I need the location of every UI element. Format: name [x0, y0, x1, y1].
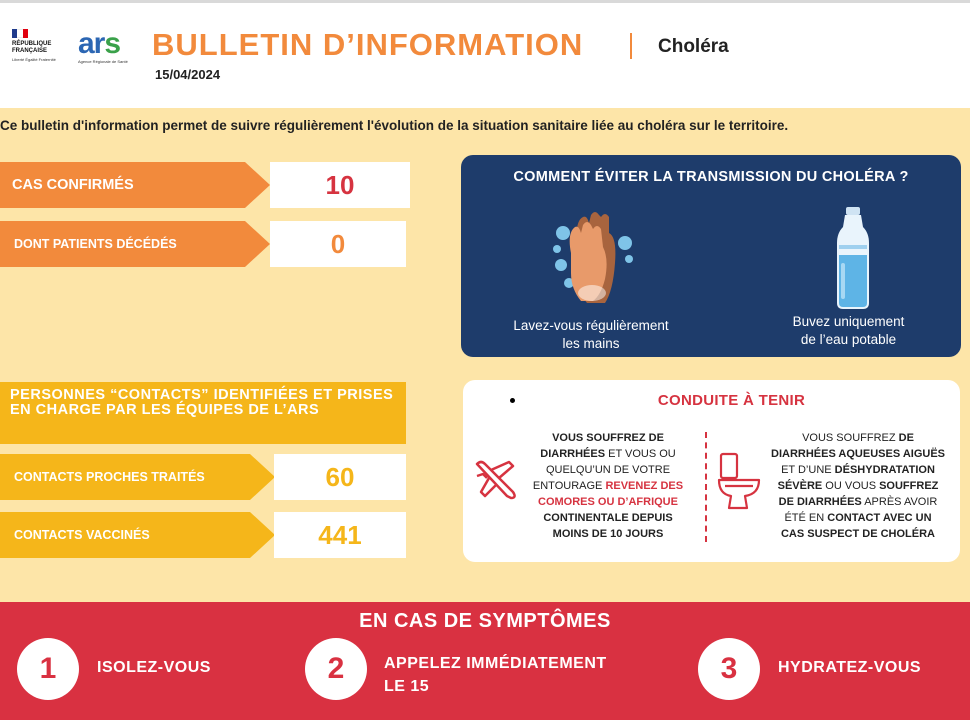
conduct-left-line5: COMORES OU D’AFRIQUE [538, 496, 678, 508]
page-title: BULLETIN D’INFORMATION [152, 27, 584, 62]
airplane-icon [471, 454, 521, 504]
conduct-left-line3: QUELQU’UN DE VOTRE [545, 464, 671, 476]
ars-word-a: ar [78, 27, 105, 60]
contacts-vaccinated-label: CONTACTS VACCINÉS [14, 528, 150, 542]
bulletin-date: 15/04/2024 [155, 67, 221, 82]
ars-word-s: s [104, 27, 121, 60]
conduct-divider [705, 432, 707, 542]
step-3-label: HYDRATEZ-VOUS [778, 659, 922, 676]
contacts-treated-row [0, 454, 406, 500]
confirmed-cases-value: 10 [270, 162, 410, 208]
contacts-vaccinated-row [0, 512, 406, 558]
deaths-row [0, 221, 406, 267]
prevention-card [461, 155, 961, 357]
contacts-title: PERSONNES “CONTACTS” IDENTIFIÉES ET PRISES EN CHARGE PAR LES ÉQUIPES DE L’ARS [0, 382, 406, 444]
main-content [0, 108, 970, 602]
drink-water-caption [761, 313, 936, 349]
symptoms-footer [0, 602, 970, 720]
contacts-treated-label: CONTACTS PROCHES TRAITÉS [14, 470, 205, 484]
confirmed-cases-row [0, 162, 410, 208]
drink-water-line2: de l’eau potable [800, 332, 897, 347]
conduct-right-line1b: DE [898, 432, 914, 444]
disease-name: Choléra [658, 36, 729, 57]
conduct-title: CONDUITE À TENIR [657, 392, 806, 409]
deaths-value: 0 [270, 221, 406, 267]
step-3-circle: 3 [698, 638, 760, 700]
step-2-label [384, 652, 607, 698]
wash-hands-line2: les mains [562, 336, 620, 351]
conduct-right-text [763, 430, 953, 542]
wash-hands-line1: Lavez-vous régulièrement [513, 318, 669, 333]
confirmed-cases-label: CAS CONFIRMÉS [12, 177, 134, 193]
conduct-card [463, 380, 960, 562]
conduct-right-line7: CAS SUSPECT DE CHOLÉRA [780, 528, 936, 540]
conduct-right-line4c: SOUFFREZ [879, 480, 939, 492]
step-1-label: ISOLEZ-VOUS [97, 659, 211, 676]
conduct-right-line5b: APRÈS AVOIR [861, 496, 938, 508]
conduct-left-line1: VOUS SOUFFREZ DE [552, 432, 664, 444]
toilet-icon [715, 450, 765, 512]
conduct-left-line7: MOINS DE 10 JOURS [552, 528, 664, 540]
conduct-left-line4b: REVENEZ DES [605, 480, 684, 492]
wash-hands-caption [491, 317, 691, 353]
ars-logo-subtitle: Agence Régionale de Santé [78, 59, 128, 64]
header [0, 3, 970, 108]
conduct-right-line3a: ET D’UNE [781, 464, 835, 476]
conduct-left-line6: CONTINENTALE DEPUIS [543, 512, 673, 524]
hand-washing-icon [547, 203, 637, 313]
conduct-right-line2: DIARRHÉES AQUEUSES AIGUËS [771, 448, 945, 460]
intro-text: Ce bulletin d'information permet de suivre régulièrement l'évolution de la situation sanitaire liée au choléra sur le territoire. [0, 118, 789, 133]
conduct-right-line4a: SÉVÈRE [777, 480, 823, 492]
title-separator [630, 33, 632, 59]
step-2-label-line2: LE 15 [384, 678, 430, 695]
conduct-left-line2b: ET VOUS OU [605, 448, 676, 460]
step-1-circle: 1 [17, 638, 79, 700]
conduct-left-text [523, 430, 693, 542]
contacts-treated-value: 60 [274, 454, 406, 500]
ars-wordmark [78, 29, 138, 59]
republique-francaise-logo [12, 29, 62, 73]
symptoms-title: EN CAS DE SYMPTÔMES [359, 610, 611, 632]
conduct-right-line1a: VOUS SOUFFREZ [802, 432, 899, 444]
conduct-right-line6a: ÉTÉ EN [784, 512, 828, 524]
water-bottle-icon [829, 207, 877, 309]
rf-logo-line2: FRANÇAISE [12, 48, 48, 54]
conduct-right-line3b: DÉSHYDRATATION [834, 464, 935, 476]
rf-logo-motto: Liberté Égalité Fraternité [12, 57, 56, 62]
conduct-right-line5a: DE DIARRHÉES [778, 496, 862, 508]
conduct-left-line2a: DIARRHÉES [540, 448, 606, 460]
conduct-left-line4a: ENTOURAGE [532, 480, 606, 492]
prevention-title: COMMENT ÉVITER LA TRANSMISSION DU CHOLÉRA ? [513, 169, 909, 185]
ars-logo [78, 29, 138, 73]
rf-logo-line1: RÉPUBLIQUE [12, 41, 52, 47]
step-2-circle: 2 [305, 638, 367, 700]
conduct-right-line4b: OU VOUS [822, 480, 880, 492]
contacts-vaccinated-value: 441 [274, 512, 406, 558]
deaths-label: DONT PATIENTS DÉCÉDÉS [14, 237, 177, 251]
conduct-right-line6b: CONTACT AVEC UN [827, 512, 932, 524]
french-flag-icon [12, 29, 28, 38]
step-2-label-line1: APPELEZ IMMÉDIATEMENT [384, 655, 607, 672]
drink-water-line1: Buvez uniquement [792, 314, 905, 329]
